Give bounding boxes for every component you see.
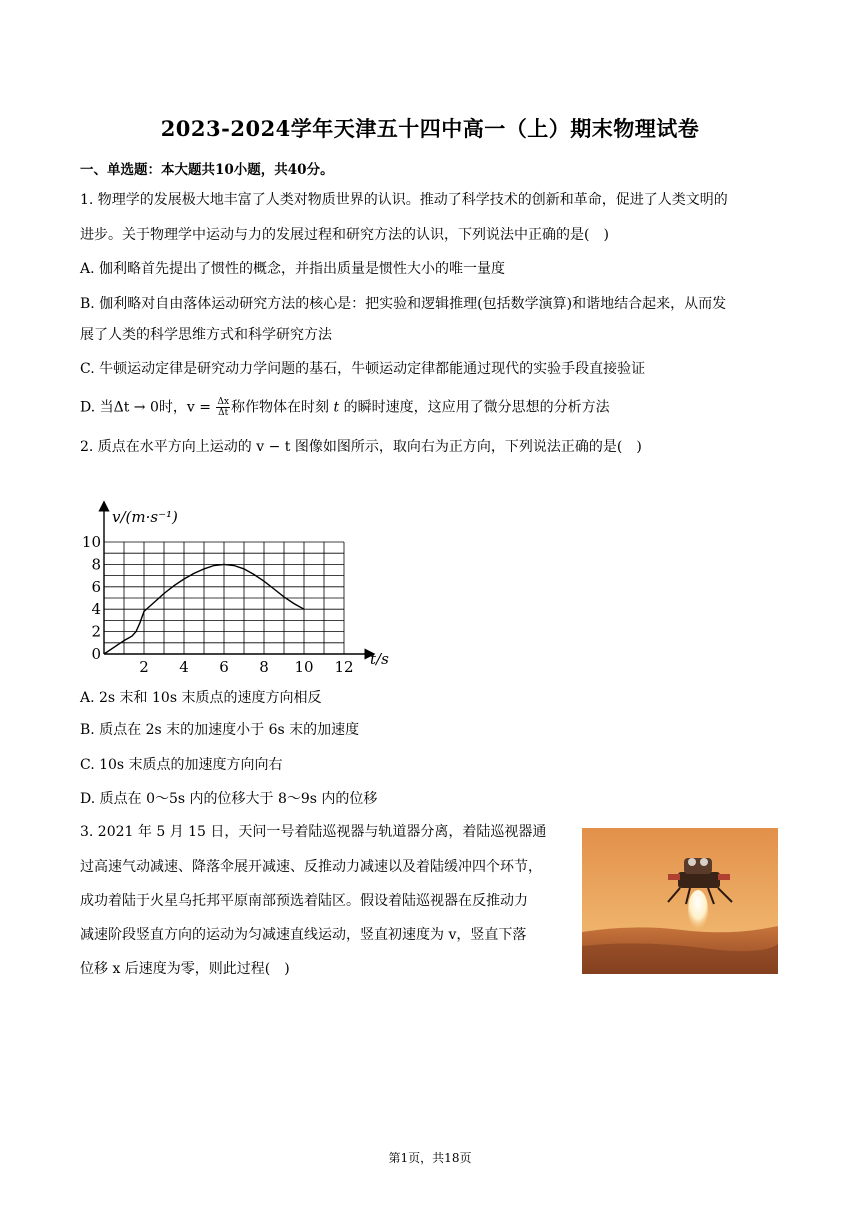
page-footer: 第1页，共18页 xyxy=(388,1151,472,1165)
q2-option-a: A. 2s 末和 10s 末质点的速度方向相反 xyxy=(80,690,322,706)
q1-stem-line1: 1. 物理学的发展极大地丰富了人类对物质世界的认识。推动了科学技术的创新和革命，促进了人类文明的 xyxy=(80,192,728,208)
y-tick-label: 0 xyxy=(91,645,101,663)
fraction-denominator: Δt xyxy=(218,408,229,418)
q2-option-c: C. 10s 末质点的加速度方向向右 xyxy=(80,757,283,773)
x-tick-label: 12 xyxy=(334,658,354,676)
y-tick-label: 4 xyxy=(91,600,101,619)
x-tick-label: 4 xyxy=(179,658,189,676)
q3-line4: 减速阶段竖直方向的运动为匀减速直线运动，竖直初速度为 v，竖直下落 xyxy=(80,927,527,943)
q3-line5: 位移 x 后速度为零，则此过程( ) xyxy=(80,961,290,977)
y-tick-labels xyxy=(82,533,101,663)
q1-option-a: A. 伽利略首先提出了惯性的概念，并指出质量是惯性大小的唯一量度 xyxy=(80,261,506,277)
y-tick-label: 8 xyxy=(91,555,101,574)
q3-line3: 成功着陆于火星乌托邦平原南部预选着陆区。假设着陆巡视器在反推动力 xyxy=(80,893,528,909)
y-axis-label: v/(m·s⁻¹) xyxy=(112,508,178,526)
q2-option-b: B. 质点在 2s 末的加速度小于 6s 末的加速度 xyxy=(80,722,360,738)
x-tick-label: 2 xyxy=(139,658,149,676)
x-tick-label: 8 xyxy=(259,658,269,676)
y-tick-label: 2 xyxy=(91,622,101,641)
y-tick-label: 6 xyxy=(91,577,101,596)
x-tick-label: 6 xyxy=(219,658,229,676)
q3-line2: 过高速气动减速、降落伞展开减速、反推动力减速以及着陆缓冲四个环节， xyxy=(80,859,542,875)
mars-lander-photo xyxy=(582,828,778,974)
q1-stem-line2: 进步。关于物理学中运动与力的发展过程和研究方法的认识，下列说法中正确的是( ) xyxy=(80,227,609,243)
q1-option-d-prefix: D. 当Δt → 0时，v = xyxy=(80,399,216,416)
q1-option-d-middle: 称作物体在时刻 xyxy=(231,399,330,416)
fraction-numerator: Δx xyxy=(217,397,230,407)
q1-option-b-line2: 展了人类的科学思维方式和科学研究方法 xyxy=(80,327,332,343)
y-tick-label: 10 xyxy=(81,533,101,551)
x-tick-labels xyxy=(139,658,353,676)
x-tick-label: 10 xyxy=(294,658,314,676)
chart-grid xyxy=(104,542,344,654)
q1-option-b-line1: B. 伽利略对自由落体运动研究方法的核心是：把实验和逻辑推理(包括数学演算)和谐地结合起来，从而发 xyxy=(80,296,727,312)
q1-option-d xyxy=(80,397,610,418)
q1-option-d-t: t xyxy=(333,399,340,416)
q2-option-d: D. 质点在 0～5s 内的位移大于 8～9s 内的位移 xyxy=(80,791,378,807)
vt-chart xyxy=(81,502,404,678)
section-heading: 一、单选题：本大题共10小题，共40分。 xyxy=(80,162,334,178)
page-title: 2023-2024学年天津五十四中高一（上）期末物理试卷 xyxy=(160,116,700,141)
x-axis-label: t/s xyxy=(370,650,389,668)
q3-line1: 3. 2021 年 5 月 15 日，天问一号着陆巡视器与轨道器分离，着陆巡视器通 xyxy=(80,824,547,840)
fraction-dx-dt xyxy=(216,397,230,418)
q1-option-c: C. 牛顿运动定律是研究动力学问题的基石，牛顿运动定律都能通过现代的实验手段直接验证 xyxy=(80,361,646,377)
q2-stem: 2. 质点在水平方向上运动的 v − t 图像如图所示，取向右为正方向，下列说法正确的是( ) xyxy=(80,439,642,455)
q1-option-d-suffix: 的瞬时速度，这应用了微分思想的分析方法 xyxy=(343,399,610,416)
